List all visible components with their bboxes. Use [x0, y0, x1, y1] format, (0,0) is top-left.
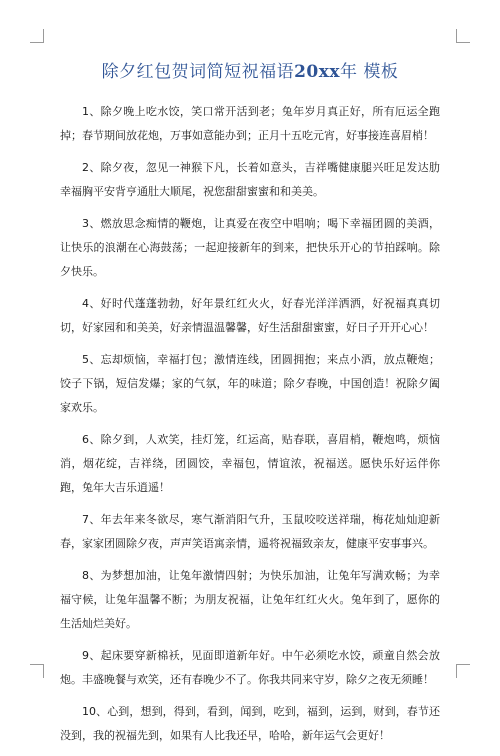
document-body	[60, 100, 440, 756]
paragraph-10: 10、心到，想到，得到，看到，闻到，吃到，福到，运到，财到，春节还没到，我的祝福先到，如果有人比我还早，哈哈，新年运气会更好！	[60, 705, 440, 742]
paragraph-1: 1、除夕晚上吃水饺，笑口常开活到老；兔年岁月真正好，所有厄运全跑掉；春节期间放花炮，万事如意能办到；正月十五吃元宵，好事接连喜眉梢！	[60, 105, 440, 142]
paragraph-7: 7、年去年来冬欲尽，寒气渐消阳气升，玉鼠咬咬送祥瑞，梅花灿灿迎新春，家家团圆除夕夜，声声笑语寓亲情，遥将祝福致亲友，健康平安事事兴。	[60, 513, 440, 550]
crop-mark-top-left-v	[43, 29, 44, 43]
paragraph-3: 3、燃放思念痴情的鞭炮，让真爱在夜空中唱响；喝下幸福团圆的美酒，让快乐的浪潮在心海鼓荡；一起迎接新年的到来，把快乐开心的节拍踩响。除夕快乐。	[60, 217, 440, 278]
crop-mark-bottom-right-v	[456, 664, 457, 678]
title-year: 20xx	[294, 62, 341, 82]
paragraph-2: 2、除夕夜，忽见一神猴下凡，长着如意头，吉祥嘴健康腿兴旺足发达肋幸福胸平安背亨通肚大顺尾，祝您甜甜蜜蜜和和美美。	[60, 161, 440, 198]
crop-mark-top-left-h	[30, 42, 44, 43]
crop-mark-bottom-right-h	[456, 664, 470, 665]
title-suffix: 年 模板	[340, 62, 399, 82]
paragraph-4: 4、好时代蓬蓬勃勃，好年景红红火火，好春光洋洋洒洒，好祝福真真切切，好家园和和美美，好亲情温温馨馨，好生活甜甜蜜蜜，好日子开开心心！	[60, 297, 440, 334]
title-prefix: 除夕红包贺词简短祝福语	[101, 62, 295, 82]
paragraph-9: 9、起床要穿新棉袄，见面即道新年好。中午必须吃水饺，顽童自然会放炮。丰盛晚餐与欢笑，还有春晚少不了。你我共同来守岁，除夕之夜无须睡！	[60, 649, 440, 686]
crop-mark-top-right-v	[456, 29, 457, 43]
crop-mark-bottom-left-v	[43, 664, 44, 678]
paragraph-5: 5、忘却烦恼，幸福打包；激情连线，团圆拥抱；来点小酒，放点鞭炮；饺子下锅，短信发爆；家的气氛，年的味道；除夕春晚，中国创造！祝除夕阖家欢乐。	[60, 353, 440, 414]
document-title	[40, 60, 460, 84]
paragraph-6: 6、除夕到，人欢笑，挂灯笼，红运高，贴春联，喜眉梢，鞭炮鸣，烦恼消，烟花绽，吉祥绕，团圆饺，幸福包，情谊浓，祝福送。愿快乐好运伴你跑，兔年大吉乐逍遥！	[60, 433, 440, 494]
crop-mark-top-right-h	[456, 42, 470, 43]
paragraph-8: 8、为梦想加油，让兔年激情四射；为快乐加油，让兔年写满欢畅；为幸福守候，让兔年温馨不断；为朋友祝福，让兔年红红火火。兔年到了，愿你的生活灿烂美好。	[60, 569, 440, 630]
crop-mark-bottom-left-h	[30, 664, 44, 665]
